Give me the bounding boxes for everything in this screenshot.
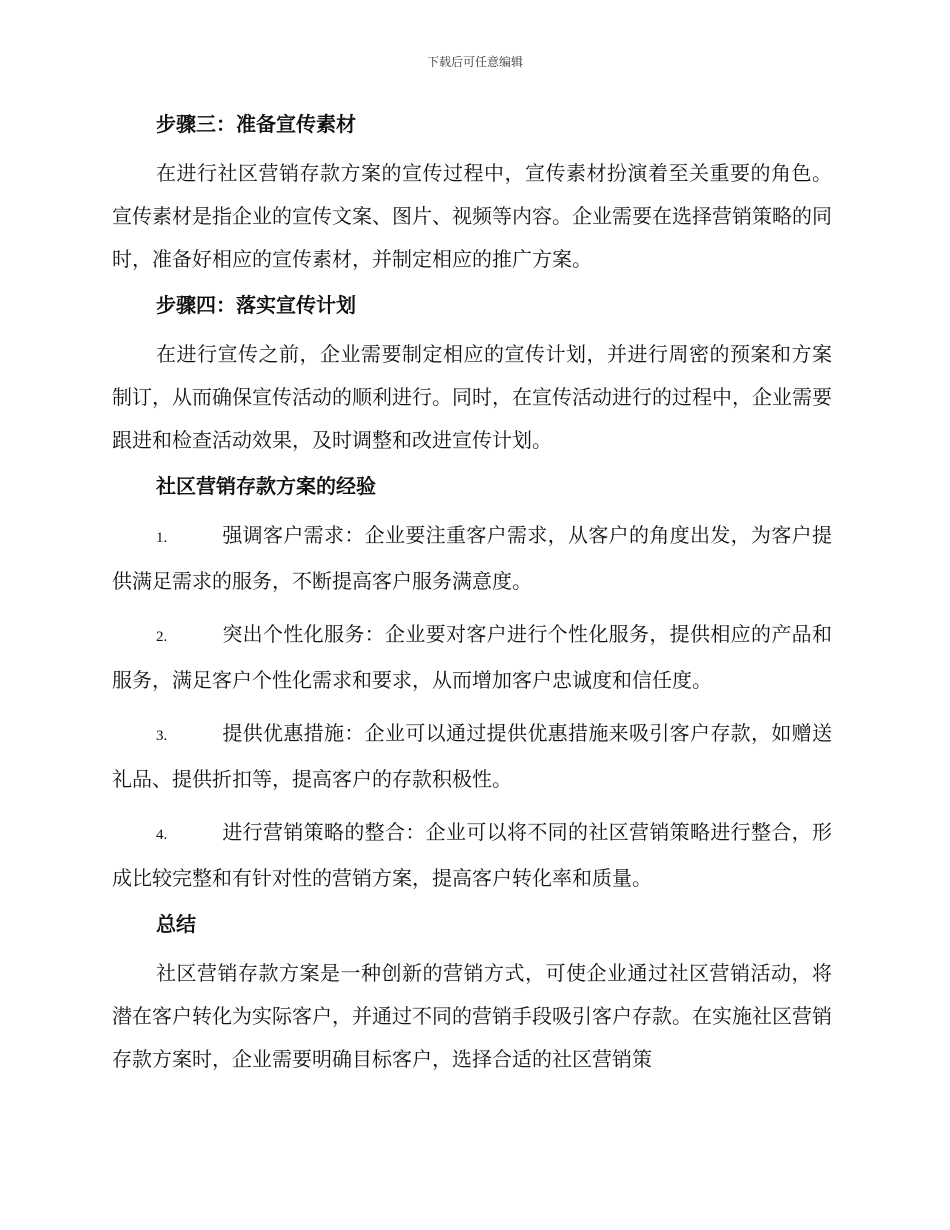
paragraph-summary: 社区营销存款方案是一种创新的营销方式，可使企业通过社区营销活动，将潜在客户转化为实际客户，并通过不同的营销手段吸引客户存款。在实施社区营销存款方案时，企业需要明确目标客户，选择合适的社区营销策 [112, 961, 832, 1071]
list-item-text: 提供优惠措施：企业可以通过提供优惠措施来吸引客户存款，如赠送礼品、提供折扣等，提高客户的存款积极性。 [112, 721, 832, 791]
heading-step-three: 步骤三：准备宣传素材 [156, 112, 356, 136]
paragraph-step-four: 在进行宣传之前，企业需要制定相应的宣传计划，并进行周密的预案和方案制订，从而确保宣传活动的顺利进行。同时，在宣传活动进行的过程中，企业需要跟进和检查活动效果，及时调整和改进宣传计划。 [112, 342, 832, 452]
list-item [112, 712, 832, 801]
heading-summary: 总结 [156, 912, 196, 936]
list-item-number: 2. [156, 629, 168, 645]
list-item-number: 1. [156, 530, 168, 546]
list-item [112, 514, 832, 603]
list-item-text: 突出个性化服务：企业要对客户进行个性化服务，提供相应的产品和服务，满足客户个性化需求和要求，从而增加客户忠诚度和信任度。 [112, 622, 832, 692]
list-item-number: 4. [156, 827, 168, 843]
heading-experience: 社区营销存款方案的经验 [156, 474, 376, 498]
list-item-text: 进行营销策略的整合：企业可以将不同的社区营销策略进行整合，形成比较完整和有针对性的营销方案，提高客户转化率和质量。 [112, 820, 832, 890]
list-item [112, 811, 832, 900]
list-item-number: 3. [156, 728, 168, 744]
paragraph-step-three: 在进行社区营销存款方案的宣传过程中，宣传素材扮演着至关重要的角色。宣传素材是指企业的宣传文案、图片、视频等内容。企业需要在选择营销策略的同时，准备好相应的宣传素材，并制定相应的推广方案。 [112, 161, 832, 271]
document-body [112, 110, 832, 1091]
list-item [112, 613, 832, 702]
page-header-note: 下载后可任意编辑 [426, 55, 523, 69]
list-item-text: 强调客户需求：企业要注重客户需求，从客户的角度出发，为客户提供满足需求的服务，不断提高客户服务满意度。 [112, 523, 832, 593]
heading-step-four: 步骤四：落实宣传计划 [156, 293, 356, 317]
